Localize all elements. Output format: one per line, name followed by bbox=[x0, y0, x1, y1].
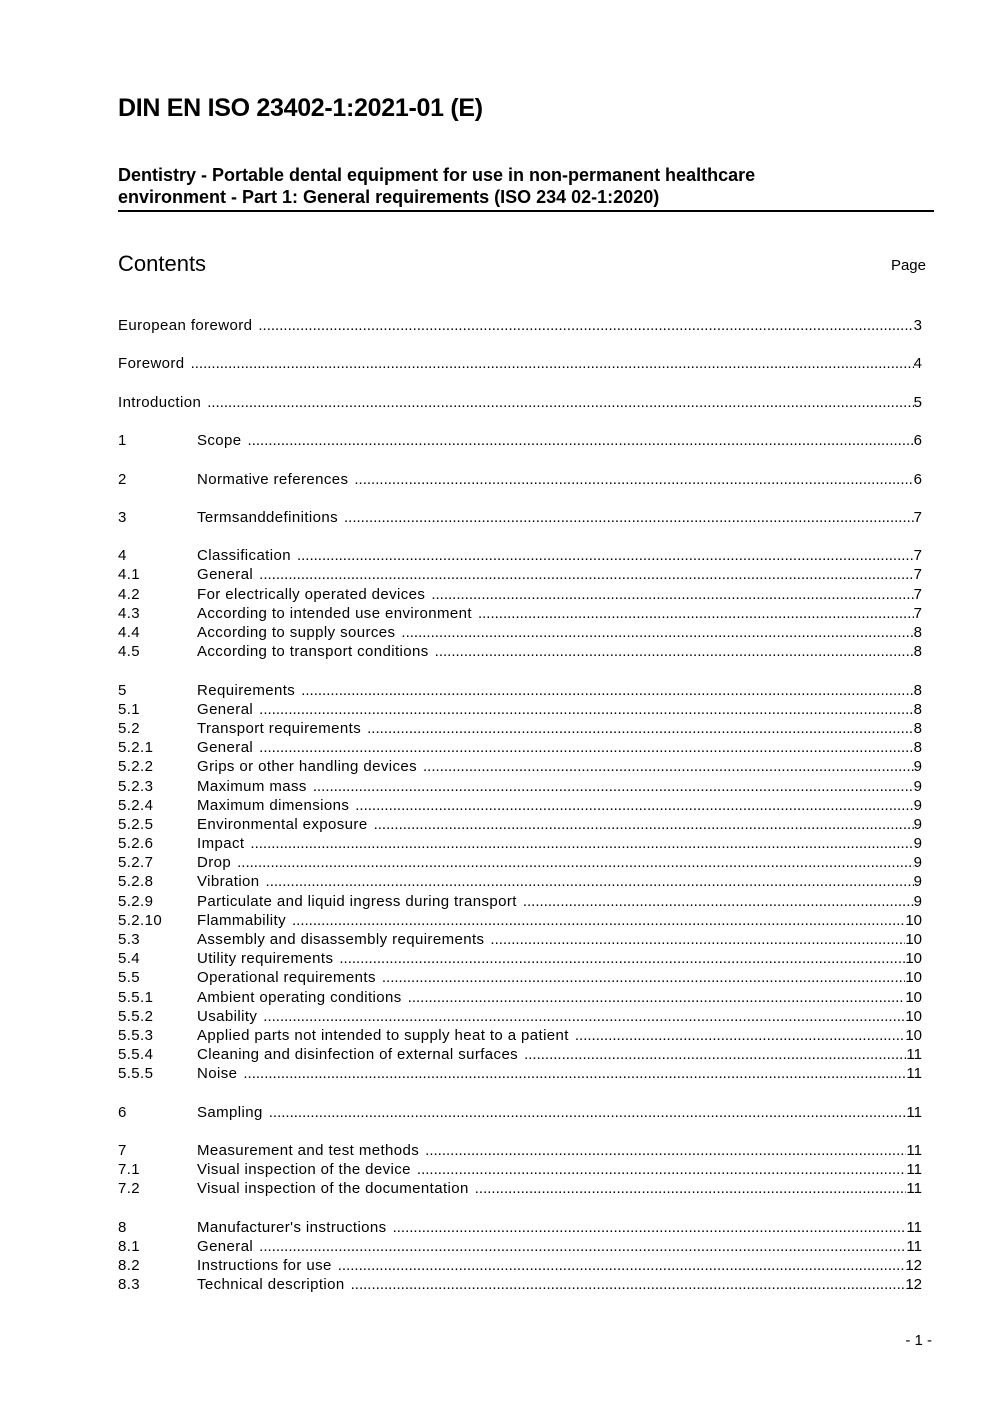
toc-entry-page: 11 bbox=[906, 1218, 922, 1236]
toc-entry-number: 5.2.9 bbox=[118, 892, 154, 910]
toc-entry-title: Grips or other handling devices bbox=[197, 758, 418, 776]
toc-entry[interactable] bbox=[118, 700, 922, 719]
toc-entry[interactable] bbox=[118, 911, 922, 930]
toc-entry[interactable] bbox=[118, 1064, 922, 1083]
toc-entry-title: Scope bbox=[197, 432, 242, 450]
toc-entry-number: 7.1 bbox=[118, 1161, 141, 1179]
toc-entry-page: 8 bbox=[913, 643, 922, 661]
toc-entry[interactable] bbox=[118, 354, 922, 373]
toc-entry-page: 11 bbox=[906, 1238, 922, 1255]
toc-entry-number: 5.2.7 bbox=[118, 854, 154, 872]
toc-entry-title: Impact bbox=[197, 835, 245, 853]
toc-dot-leader bbox=[354, 470, 913, 489]
toc-entry-page: 8 bbox=[913, 681, 922, 699]
toc-entry-page: 9 bbox=[913, 777, 922, 795]
toc-entry-page: 12 bbox=[905, 1257, 922, 1275]
toc-dot-leader bbox=[393, 1218, 907, 1237]
toc-entry[interactable] bbox=[118, 892, 922, 911]
toc-entry-title: Foreword bbox=[118, 355, 185, 373]
toc-entry-title: Applied parts not intended to supply heat to a patient bbox=[197, 1026, 569, 1044]
toc-dot-leader bbox=[523, 892, 914, 911]
toc-entry-number: 4.5 bbox=[118, 643, 141, 661]
toc-entry[interactable] bbox=[118, 853, 922, 872]
toc-entry-page: 10 bbox=[905, 1007, 922, 1025]
toc-entry-title: According to supply sources bbox=[197, 624, 396, 641]
toc-entry[interactable] bbox=[118, 988, 922, 1007]
table-of-contents bbox=[118, 316, 922, 1295]
toc-dot-leader bbox=[431, 585, 913, 604]
toc-entry[interactable] bbox=[118, 815, 922, 834]
toc-entry-number: 5.5.4 bbox=[118, 1046, 154, 1064]
toc-entry[interactable] bbox=[118, 872, 922, 891]
toc-entry-number: 6 bbox=[118, 1103, 127, 1121]
toc-entry-number: 7.2 bbox=[118, 1180, 141, 1198]
subtitle-line-1: Dentistry - Portable dental equipment for use in non-permanent healthcare bbox=[118, 165, 756, 185]
toc-entry-page: 10 bbox=[905, 911, 922, 929]
toc-entry[interactable] bbox=[118, 834, 922, 853]
toc-entry-number: 5.5 bbox=[118, 969, 141, 987]
toc-entry-number: 5.4 bbox=[118, 950, 141, 968]
toc-entry-page: 9 bbox=[913, 796, 922, 814]
toc-entry[interactable] bbox=[118, 508, 922, 527]
toc-entry-title: Sampling bbox=[197, 1103, 263, 1121]
toc-entry[interactable] bbox=[118, 585, 922, 604]
toc-entry-title: Flammability bbox=[197, 911, 286, 929]
toc-entry-page: 11 bbox=[906, 1046, 922, 1064]
toc-entry[interactable] bbox=[118, 316, 922, 335]
toc-entry-title: European foreword bbox=[118, 317, 253, 334]
toc-entry-title: Drop bbox=[197, 854, 232, 872]
toc-entry-number: 5.5.5 bbox=[118, 1065, 154, 1083]
toc-dot-leader bbox=[313, 777, 914, 796]
toc-entry[interactable] bbox=[118, 546, 922, 565]
toc-entry[interactable] bbox=[118, 1256, 922, 1275]
toc-entry-number: 2 bbox=[118, 470, 127, 488]
toc-entry-title: Vibration bbox=[197, 873, 260, 891]
page-column-label: Page bbox=[890, 257, 926, 274]
toc-entry-page: 6 bbox=[913, 432, 922, 450]
toc-entry-page: 11 bbox=[906, 1103, 922, 1121]
toc-dot-leader bbox=[191, 354, 914, 373]
toc-entry-number: 4.2 bbox=[118, 585, 141, 603]
toc-entry-title: Classification bbox=[197, 547, 291, 565]
toc-dot-leader bbox=[243, 1064, 906, 1083]
toc-dot-leader bbox=[382, 968, 905, 987]
toc-entry-page: 8 bbox=[913, 739, 922, 757]
toc-entry-page: 7 bbox=[913, 585, 922, 603]
toc-entry-page: 7 bbox=[913, 604, 922, 622]
toc-entry[interactable] bbox=[118, 1237, 922, 1256]
toc-entry-title: Environmental exposure bbox=[197, 815, 368, 833]
toc-entry-number: 5.2.3 bbox=[118, 777, 154, 795]
toc-entry[interactable] bbox=[118, 949, 922, 968]
toc-entry-page: 7 bbox=[913, 508, 922, 526]
toc-entry-title: Introduction bbox=[118, 393, 202, 411]
toc-entry-page: 11 bbox=[906, 1161, 922, 1179]
page-number: - 1 - bbox=[905, 1332, 932, 1349]
toc-entry[interactable] bbox=[118, 565, 922, 584]
toc-entry[interactable] bbox=[118, 777, 922, 796]
toc-dot-leader bbox=[490, 930, 905, 949]
toc-dot-leader bbox=[435, 642, 914, 661]
toc-entry-page: 10 bbox=[905, 969, 922, 987]
toc-dot-leader bbox=[259, 738, 913, 757]
toc-entry-number: 5.2.10 bbox=[118, 911, 163, 929]
toc-entry[interactable] bbox=[118, 642, 922, 661]
toc-entry-page: 10 bbox=[905, 988, 922, 1006]
toc-entry-title: Utility requirements bbox=[197, 950, 334, 968]
toc-entry-title: Normative references bbox=[197, 470, 349, 488]
toc-entry-number: 5.2.2 bbox=[118, 758, 154, 776]
toc-dot-leader bbox=[207, 393, 913, 412]
toc-entry[interactable] bbox=[118, 930, 922, 949]
contents-heading: Contents bbox=[118, 251, 207, 276]
toc-dot-leader bbox=[248, 431, 914, 450]
toc-dot-leader bbox=[269, 1103, 907, 1122]
toc-entry-title: General bbox=[197, 739, 254, 757]
toc-entry-page: 7 bbox=[913, 547, 922, 565]
toc-dot-leader bbox=[351, 1275, 906, 1294]
toc-entry[interactable] bbox=[118, 1275, 922, 1294]
toc-entry-number: 5.2.8 bbox=[118, 873, 154, 891]
toc-entry-title: Cleaning and disinfection of external surfaces bbox=[197, 1046, 519, 1064]
toc-entry-title: General bbox=[197, 700, 254, 718]
toc-dot-leader bbox=[263, 1007, 905, 1026]
toc-entry-page: 9 bbox=[913, 854, 922, 872]
toc-entry-title: Operational requirements bbox=[197, 969, 376, 987]
toc-entry-number: 5.5.3 bbox=[118, 1026, 154, 1044]
toc-dot-leader bbox=[266, 872, 914, 891]
toc-entry-page: 11 bbox=[906, 1180, 922, 1198]
toc-entry[interactable] bbox=[118, 681, 922, 700]
toc-dot-leader bbox=[292, 911, 905, 930]
toc-entry-title: Maximum dimensions bbox=[197, 796, 350, 814]
toc-dot-leader bbox=[250, 834, 913, 853]
toc-dot-leader bbox=[355, 796, 913, 815]
toc-entry-title: General bbox=[197, 566, 254, 584]
toc-dot-leader bbox=[478, 604, 914, 623]
toc-entry-number: 5.2 bbox=[118, 719, 141, 737]
toc-entry-page: 9 bbox=[913, 892, 922, 910]
toc-entry-page: 8 bbox=[913, 624, 922, 641]
toc-entry-title: Assembly and disassembly requirements bbox=[197, 931, 485, 948]
toc-entry[interactable] bbox=[118, 719, 922, 738]
toc-entry[interactable] bbox=[118, 1103, 922, 1122]
toc-entry-number: 5.5.1 bbox=[118, 988, 154, 1006]
toc-entry[interactable] bbox=[118, 1218, 922, 1237]
toc-entry[interactable] bbox=[118, 470, 922, 489]
toc-entry-page: 8 bbox=[913, 700, 922, 718]
toc-entry-title: Instructions for use bbox=[197, 1257, 332, 1275]
toc-entry-number: 5.2.1 bbox=[118, 739, 154, 757]
toc-dot-leader bbox=[259, 700, 913, 719]
toc-dot-leader bbox=[401, 623, 913, 642]
toc-entry-number: 7 bbox=[118, 1142, 127, 1160]
toc-entry-page: 10 bbox=[905, 950, 922, 968]
toc-entry-page: 9 bbox=[913, 873, 922, 891]
toc-dot-leader bbox=[301, 681, 913, 700]
toc-entry[interactable] bbox=[118, 623, 922, 642]
toc-entry[interactable] bbox=[118, 431, 922, 450]
toc-dot-leader bbox=[344, 508, 914, 527]
toc-entry[interactable] bbox=[118, 1045, 922, 1064]
toc-dot-leader bbox=[367, 719, 914, 738]
toc-entry-title: Technical description bbox=[197, 1276, 345, 1294]
toc-entry-page: 10 bbox=[905, 931, 922, 948]
toc-entry-number: 4.1 bbox=[118, 566, 141, 584]
toc-entry-page: 9 bbox=[913, 835, 922, 853]
toc-entry-number: 5.2.5 bbox=[118, 815, 154, 833]
toc-entry-page: 9 bbox=[913, 815, 922, 833]
toc-entry[interactable] bbox=[118, 1007, 922, 1026]
toc-dot-leader bbox=[475, 1179, 907, 1198]
toc-entry-page: 11 bbox=[906, 1065, 922, 1083]
toc-entry-number: 8.3 bbox=[118, 1276, 141, 1294]
toc-dot-leader bbox=[339, 949, 905, 968]
toc-entry-page: 9 bbox=[913, 758, 922, 776]
toc-entry-title: According to transport conditions bbox=[197, 643, 429, 661]
toc-entry-number: 8 bbox=[118, 1218, 127, 1236]
toc-entry-title: Manufacturer's instructions bbox=[197, 1218, 387, 1236]
toc-entry-title: Particulate and liquid ingress during transport bbox=[197, 892, 517, 910]
toc-entry-title: Termsanddefinitions bbox=[197, 508, 339, 526]
toc-entry-title: Requirements bbox=[197, 681, 296, 699]
toc-entry-number: 3 bbox=[118, 508, 127, 526]
toc-entry[interactable] bbox=[118, 968, 922, 987]
toc-entry-number: 8.2 bbox=[118, 1257, 141, 1275]
toc-entry[interactable] bbox=[118, 1026, 922, 1045]
toc-entry-page: 10 bbox=[905, 1026, 922, 1044]
toc-dot-leader bbox=[338, 1256, 906, 1275]
toc-entry-number: 5.2.6 bbox=[118, 835, 154, 853]
toc-dot-leader bbox=[374, 815, 914, 834]
toc-entry-title: Ambient operating conditions bbox=[197, 988, 402, 1006]
toc-dot-leader bbox=[425, 1141, 906, 1160]
toc-dot-leader bbox=[524, 1045, 906, 1064]
toc-entry-title: For electrically operated devices bbox=[197, 585, 426, 603]
toc-entry[interactable] bbox=[118, 393, 922, 412]
toc-entry-number: 5 bbox=[118, 681, 127, 699]
toc-dot-leader bbox=[297, 546, 914, 565]
toc-entry[interactable] bbox=[118, 604, 922, 623]
toc-entry-number: 5.3 bbox=[118, 931, 141, 948]
toc-entry-page: 12 bbox=[905, 1276, 922, 1294]
toc-entry-title: Noise bbox=[197, 1065, 238, 1083]
toc-dot-leader bbox=[259, 1237, 906, 1256]
toc-dot-leader bbox=[423, 757, 914, 776]
toc-entry-title: Usability bbox=[197, 1007, 258, 1025]
toc-entry-number: 4.3 bbox=[118, 604, 141, 622]
toc-entry-page: 6 bbox=[913, 470, 922, 488]
toc-entry-title: Measurement and test methods bbox=[197, 1142, 420, 1160]
toc-entry[interactable] bbox=[118, 1179, 922, 1198]
toc-entry-title: Transport requirements bbox=[197, 719, 362, 737]
toc-entry-title: According to intended use environment bbox=[197, 604, 472, 622]
toc-dot-leader bbox=[417, 1160, 907, 1179]
toc-entry-page: 7 bbox=[913, 566, 922, 584]
toc-entry-number: 5.2.4 bbox=[118, 796, 154, 814]
subtitle-line-2: environment - Part 1: General requirements (ISO 234 02-1:2020) bbox=[118, 187, 660, 207]
toc-entry-number: 5.5.2 bbox=[118, 1007, 154, 1025]
toc-entry-page: 4 bbox=[913, 355, 922, 373]
toc-dot-leader bbox=[237, 853, 914, 872]
toc-entry[interactable] bbox=[118, 738, 922, 757]
document-title: DIN EN ISO 23402-1:2021-01 (E) bbox=[118, 94, 483, 122]
toc-entry-number: 1 bbox=[118, 432, 127, 450]
toc-entry-number: 5.1 bbox=[118, 700, 141, 718]
toc-dot-leader bbox=[259, 565, 913, 584]
toc-entry-page: 5 bbox=[913, 393, 922, 411]
toc-entry-number: 4.4 bbox=[118, 624, 141, 641]
toc-entry[interactable] bbox=[118, 1160, 922, 1179]
toc-entry-number: 4 bbox=[118, 547, 127, 565]
toc-entry-title: Maximum mass bbox=[197, 777, 307, 795]
document-subtitle bbox=[118, 164, 934, 212]
toc-dot-leader bbox=[258, 316, 913, 335]
toc-entry-title: Visual inspection of the documentation bbox=[197, 1180, 469, 1198]
toc-entry-page: 11 bbox=[906, 1142, 922, 1160]
toc-entry[interactable] bbox=[118, 757, 922, 776]
toc-dot-leader bbox=[408, 988, 906, 1007]
toc-dot-leader bbox=[575, 1026, 905, 1045]
toc-entry-number: 8.1 bbox=[118, 1238, 141, 1255]
toc-entry-title: General bbox=[197, 1238, 254, 1255]
toc-entry[interactable] bbox=[118, 1141, 922, 1160]
toc-entry-page: 3 bbox=[913, 317, 922, 334]
toc-entry-page: 8 bbox=[913, 719, 922, 737]
toc-entry-title: Visual inspection of the device bbox=[197, 1161, 411, 1179]
toc-entry[interactable] bbox=[118, 796, 922, 815]
